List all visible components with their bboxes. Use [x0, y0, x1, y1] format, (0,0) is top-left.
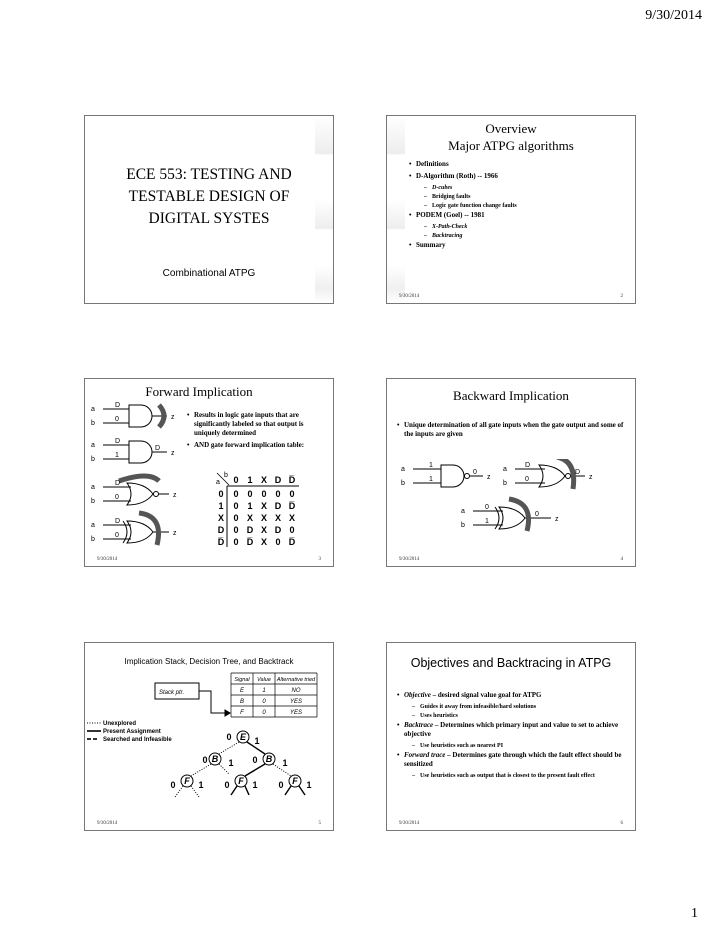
table-col-header: D [274, 475, 282, 485]
table-cell: D̅ [288, 537, 296, 547]
svg-text:z: z [589, 474, 593, 481]
legend-unexplored: Unexplored [103, 721, 137, 727]
svg-text:B: B [211, 754, 219, 764]
svg-text:0: 0 [252, 755, 258, 765]
svg-text:E: E [239, 732, 247, 742]
forward-implication-table [215, 471, 307, 551]
table-col-header: 0 [233, 475, 239, 485]
svg-text:1: 1 [306, 780, 312, 790]
slide-3 [84, 378, 334, 567]
slide-1 [84, 115, 334, 304]
slide-4 [386, 378, 636, 567]
slide-4-title: Backward Implication [453, 388, 569, 403]
table-cell: 0 [233, 513, 239, 523]
bullet: • Definitions [409, 160, 449, 168]
table-cell: D [274, 525, 282, 535]
svg-text:0: 0 [485, 504, 489, 511]
stack-table-header: Value [257, 677, 271, 683]
svg-text:0: 0 [224, 780, 230, 790]
slide-footer-num: 5 [318, 821, 321, 826]
svg-text:a: a [503, 466, 507, 473]
slide-4-bullets [395, 421, 631, 442]
svg-text:a: a [91, 522, 95, 529]
svg-text:0: 0 [278, 780, 284, 790]
svg-text:b: b [503, 480, 507, 487]
table-cell: X [260, 513, 268, 523]
slide-1-subtitle: Combinational ATPG [162, 268, 256, 279]
slide-6-title: Objectives and Backtracing in ATPG [410, 656, 612, 670]
stack-table-cell: E [239, 688, 245, 694]
svg-text:b: b [91, 456, 95, 463]
slide-3-title: Forward Implication [145, 384, 253, 399]
table-cell: 0 [289, 489, 295, 499]
legend-searched: Searched and Infeasible [103, 737, 172, 743]
title-line: ECE 553: TESTING AND [126, 166, 292, 183]
table-row-header: X [217, 513, 225, 523]
svg-text:a: a [91, 484, 95, 491]
svg-text:1: 1 [485, 518, 489, 525]
sub-bullet: – Use heuristics such as nearest PI [412, 743, 504, 749]
table-row-header: D̅ [217, 537, 225, 547]
table-corner-a: a [216, 479, 220, 486]
stack-table-cell: F [240, 710, 244, 716]
svg-text:0: 0 [115, 494, 119, 501]
legend-present: Present Assignment [103, 729, 161, 735]
svg-text:0: 0 [535, 511, 539, 518]
svg-text:z: z [487, 474, 491, 481]
slide-footer-date: 9/30/2014 [399, 557, 420, 562]
bullet: • D-Algorithm (Roth) -- 1966 [409, 172, 498, 180]
slide-3-bullets [185, 411, 330, 453]
svg-text:z: z [171, 450, 175, 457]
table-cell: X [260, 537, 268, 547]
svg-text:0: 0 [226, 732, 232, 742]
svg-text:a: a [91, 406, 95, 413]
page-number: 1 [691, 906, 698, 921]
table-row-header: 1 [218, 501, 224, 511]
bullet: • Backtrace – Determines which primary input and value to set to achieve objective [397, 721, 619, 738]
stack-table-cell: YES [289, 699, 303, 705]
table-cell: X [288, 513, 296, 523]
header-date: 9/30/2014 [645, 8, 702, 23]
svg-text:b: b [401, 480, 405, 487]
table-cell: 0 [233, 501, 239, 511]
stack-table-header: Alternative tried [276, 677, 316, 683]
bullet: • Results in logic gate inputs that are significantly labeled so that output is uniquely determined [187, 411, 304, 437]
slide-2-title [387, 120, 635, 154]
svg-text:0: 0 [473, 469, 477, 476]
table-col-header: D̅ [288, 475, 296, 485]
table-col-header: X [260, 475, 268, 485]
bullet: • Summary [409, 241, 446, 249]
svg-text:0: 0 [115, 532, 119, 539]
table-cell: 1 [247, 501, 253, 511]
gate-diagrams [89, 401, 181, 551]
svg-text:1: 1 [228, 758, 234, 768]
slide-1-title [85, 164, 333, 230]
svg-text:B: B [265, 754, 273, 764]
svg-text:D: D [115, 518, 121, 525]
table-cell: 0 [233, 489, 239, 499]
svg-text:1: 1 [198, 780, 204, 790]
table-cell: 0 [261, 489, 267, 499]
svg-text:F: F [238, 776, 244, 786]
table-cell: X [274, 513, 282, 523]
implication-stack-diagram [85, 667, 333, 812]
title-line: Major ATPG algorithms [448, 138, 574, 153]
svg-text:D: D [575, 469, 581, 476]
stack-table-cell: 0 [262, 710, 266, 716]
table-cell: 0 [233, 537, 239, 547]
table-cell: X [260, 525, 268, 535]
stack-label: Stack ptr. [159, 690, 185, 696]
sub-bullet: – D-cubes [424, 185, 453, 191]
sub-bullet: – Guides it away from infeasible/hard solutions [412, 704, 537, 710]
table-row-header: 0 [218, 489, 224, 499]
svg-text:0: 0 [115, 416, 119, 423]
slide-6 [386, 642, 636, 831]
table-corner-b: b [224, 472, 228, 479]
bullet: • AND gate forward implication table: [187, 441, 305, 449]
svg-text:0: 0 [202, 755, 208, 765]
svg-text:a: a [461, 508, 465, 515]
svg-text:D: D [115, 480, 121, 487]
title-line: Overview [485, 121, 537, 136]
table-col-header: 1 [247, 475, 253, 485]
svg-text:b: b [461, 522, 465, 529]
bullet: • Objective – desired signal value goal for ATPG [397, 691, 542, 699]
svg-text:z: z [173, 492, 177, 499]
svg-text:D: D [115, 402, 121, 409]
stack-table-cell: 0 [262, 699, 266, 705]
slide-footer-date: 9/30/2014 [97, 557, 118, 562]
slide-footer-date: 9/30/2014 [399, 294, 420, 299]
svg-text:b: b [91, 536, 95, 543]
bullet: • Forward trace – Determines gate through which the fault effect should be sensitized [397, 751, 622, 768]
table-cell: 0 [275, 489, 281, 499]
svg-text:F: F [184, 776, 190, 786]
svg-text:0: 0 [170, 780, 176, 790]
stack-table-cell: B [239, 699, 245, 705]
sub-bullet: – X-Path-Check [424, 224, 468, 230]
bullet: • Unique determination of all gate inputs when the gate output and some of the inputs are given [397, 421, 624, 438]
slide-footer-num: 3 [318, 557, 321, 562]
table-row-header: D [217, 525, 225, 535]
slide-footer-date: 9/30/2014 [97, 821, 118, 826]
title-line: TESTABLE DESIGN OF [128, 188, 290, 205]
slide-footer-date: 9/30/2014 [399, 821, 420, 826]
slide-5-title: Implication Stack, Decision Tree, and Backtrack [124, 657, 294, 666]
svg-text:1: 1 [252, 780, 258, 790]
svg-text:D: D [115, 438, 121, 445]
table-cell: D̅ [288, 501, 296, 511]
stack-table-cell: NO [291, 688, 301, 694]
slide-2-bullets [407, 160, 627, 253]
svg-text:F: F [292, 776, 298, 786]
stack-table-cell: YES [289, 710, 303, 716]
slide-6-bullets [395, 691, 631, 781]
slide-footer-num: 4 [620, 557, 623, 562]
table-cell: 0 [247, 489, 253, 499]
sub-bullet: – Uses heuristics [412, 713, 458, 719]
svg-text:D: D [155, 445, 161, 452]
svg-text:1: 1 [429, 462, 433, 469]
svg-text:1: 1 [115, 452, 119, 459]
table-cell: X [246, 513, 254, 523]
svg-text:1: 1 [282, 758, 288, 768]
svg-text:1: 1 [429, 476, 433, 483]
slide-footer-num: 2 [620, 294, 623, 299]
table-cell: 0 [233, 525, 239, 535]
sub-bullet: – Logic gate function change faults [424, 203, 517, 209]
slide-footer-num: 6 [620, 821, 623, 826]
svg-text:a: a [401, 466, 405, 473]
svg-text:z: z [173, 530, 177, 537]
sub-bullet: – Backtracing [424, 233, 463, 239]
svg-text:b: b [91, 420, 95, 427]
svg-text:z: z [555, 516, 559, 523]
table-cell: D [246, 525, 254, 535]
table-cell: 0 [275, 537, 281, 547]
svg-text:D: D [525, 462, 531, 469]
table-cell: D [274, 501, 282, 511]
stack-table-header: Signal [234, 677, 250, 683]
slide-5 [84, 642, 334, 831]
svg-text:a: a [91, 442, 95, 449]
sub-bullet: – Use heuristics such as output that is closest to the present fault effect [412, 773, 595, 779]
svg-text:b: b [91, 498, 95, 505]
svg-text:z: z [171, 414, 175, 421]
stack-table-cell: 1 [262, 688, 266, 694]
title-line: DIGITAL SYSTES [148, 210, 270, 227]
svg-text:0: 0 [525, 476, 529, 483]
sub-bullet: – Bridging faults [424, 194, 471, 200]
table-cell: D̅ [246, 537, 254, 547]
backward-implication-diagrams [399, 459, 609, 544]
bullet: • PODEM (Goel) -- 1981 [409, 211, 485, 219]
slide-2 [386, 115, 636, 304]
table-cell: X [260, 501, 268, 511]
svg-text:1: 1 [254, 736, 260, 746]
table-cell: 0 [289, 525, 295, 535]
